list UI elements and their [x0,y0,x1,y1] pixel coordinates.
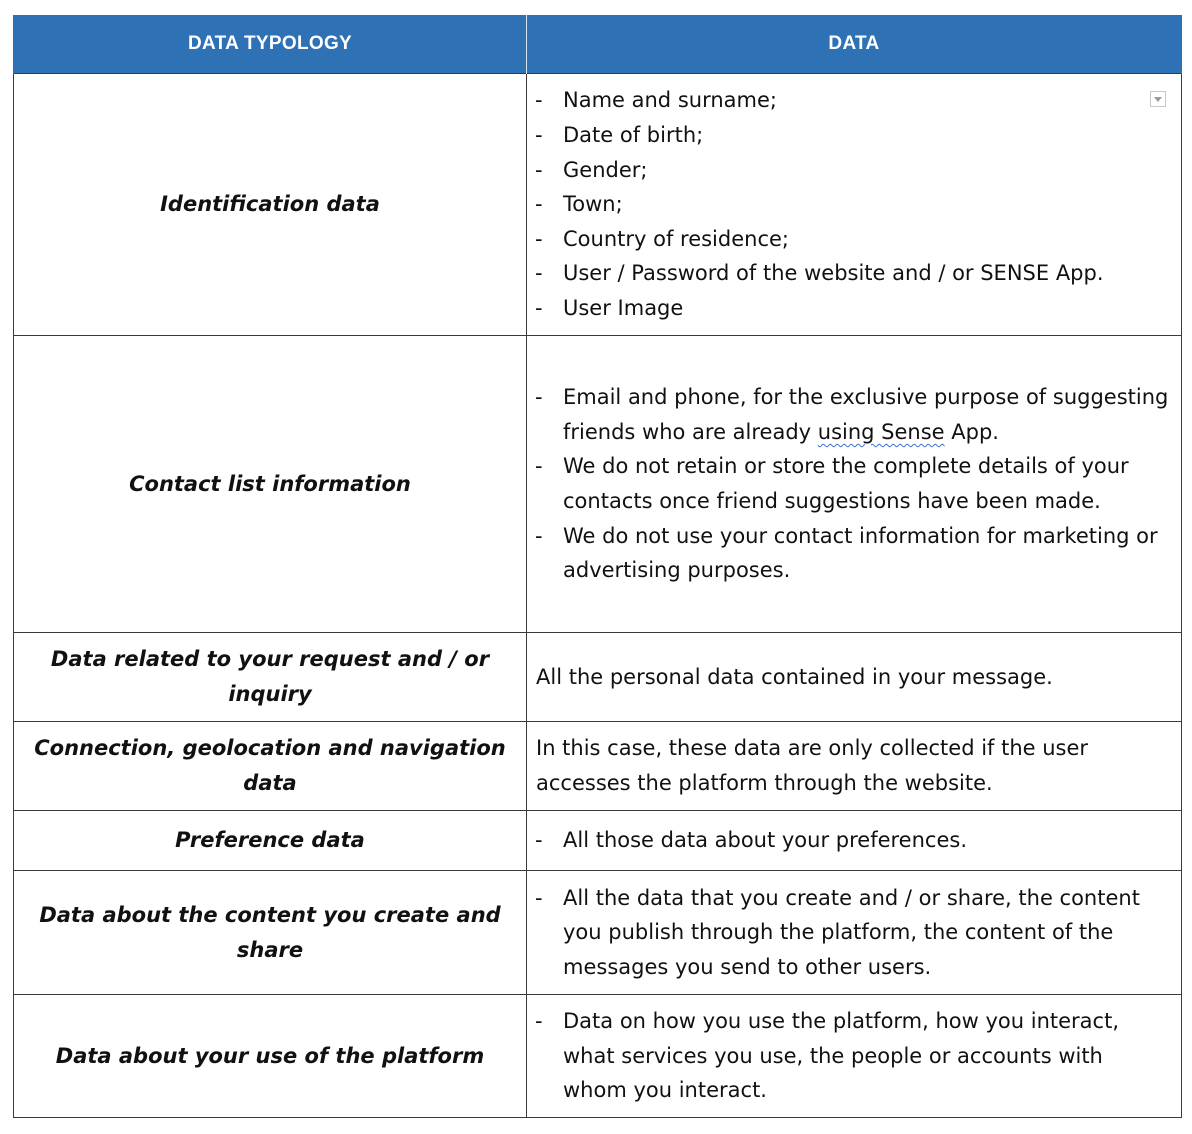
list-item: - User Image [535,291,1169,326]
spellcheck-flagged-text[interactable]: using Sense [817,419,945,444]
row-data-contact-list [527,336,1182,633]
row-type-identification: Identification data [14,74,527,336]
table-row [14,811,1182,871]
list-item: - All the data that you create and / or share, the content you publish through the platform, the content of the messages you send to other users. [535,881,1169,985]
table-row [14,336,1182,633]
data-list [535,823,1169,858]
row-type-preference: Preference data [14,811,527,871]
table-row [14,995,1182,1118]
list-item: - Data on how you use the platform, how you interact, what services you use, the people or accounts with whom you interact. [535,1004,1169,1108]
data-typology-table [13,15,1182,1118]
list-item: - Town; [535,187,1169,222]
data-list [535,881,1169,985]
list-item: - We do not retain or store the complete details of your contacts once friend suggestions have been made. [535,449,1169,518]
table-row [14,871,1182,995]
data-list [535,380,1169,588]
row-data-preference [527,811,1182,871]
row-data-request-inquiry: All the personal data contained in your message. [527,633,1182,722]
row-type-connection: Connection, geolocation and navigation data [14,722,527,811]
list-item: - Date of birth; [535,118,1169,153]
row-type-content: Data about the content you create and share [14,871,527,995]
list-item: - Country of residence; [535,222,1169,257]
list-item-text: App. [944,419,999,444]
list-item [535,380,1169,449]
list-item: - Gender; [535,153,1169,188]
row-type-platform-use: Data about your use of the platform [14,995,527,1118]
table-row [14,633,1182,722]
list-item: - We do not use your contact information for marketing or advertising purposes. [535,519,1169,588]
row-data-identification [527,74,1182,336]
row-type-request-inquiry: Data related to your request and / or inquiry [14,633,527,722]
list-item: - All those data about your preferences. [535,823,1169,858]
column-header-data-typology: DATA TYPOLOGY [14,15,527,74]
row-data-platform-use [527,995,1182,1118]
table-row [14,74,1182,336]
data-list [535,83,1169,325]
row-data-content [527,871,1182,995]
table-header-row [14,15,1182,74]
row-data-connection: In this case, these data are only collected if the user accesses the platform through the website. [527,722,1182,811]
row-type-contact-list: Contact list information [14,336,527,633]
table-row [14,722,1182,811]
list-item: - User / Password of the website and / or SENSE App. [535,256,1169,291]
data-list [535,1004,1169,1108]
list-item: - Name and surname; [535,83,1169,118]
list-item-text: Email and phone, for the exclusive purpose of suggesting friends who are already [563,385,1169,444]
column-header-data: DATA [527,15,1182,74]
